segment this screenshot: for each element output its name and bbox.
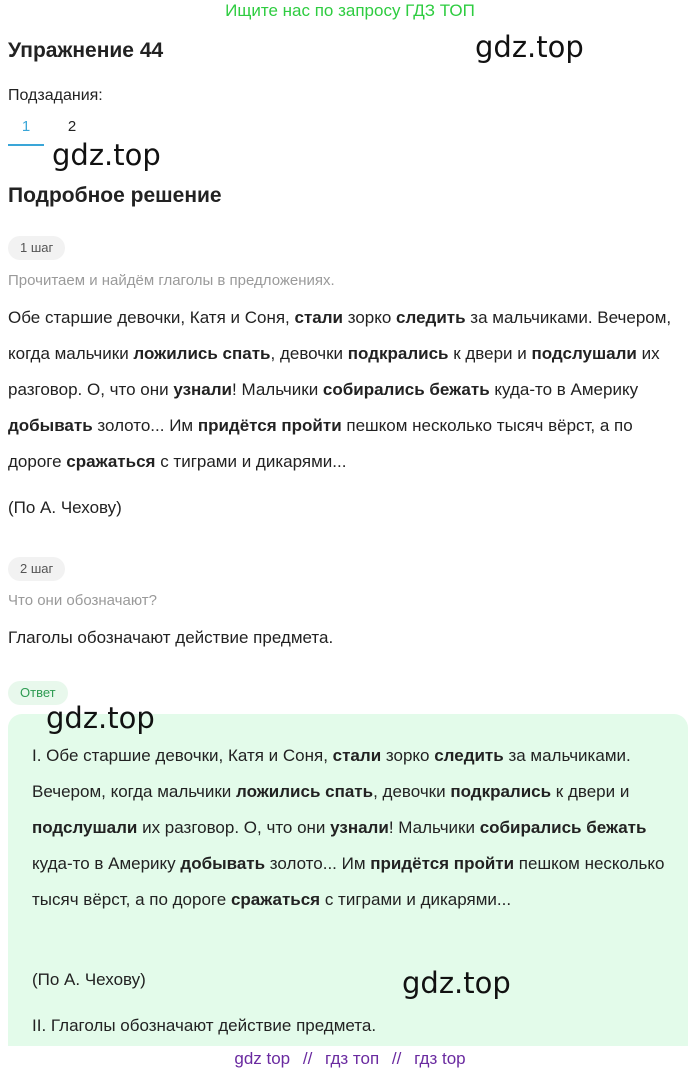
verb-highlight: подкрались [347,344,449,363]
text-run: I. Обе старшие девочки, Катя и Соня, [32,746,333,765]
text-run: пешком несколько тысяч вёрст, а по дороге [32,854,665,909]
verb-highlight: подкрались [450,782,552,801]
footer-links [0,1048,700,1070]
verb-highlight: узнали [173,380,233,399]
tab-subtask-2[interactable]: 2 [67,118,77,135]
verb-highlight: подслушали [531,344,637,363]
verb-highlight: придётся пройти [370,854,515,873]
text-run: ! Мальчики [388,818,480,837]
text-run: золото... Им [265,854,371,873]
step-hint: Что они обозначают? [8,592,157,609]
footer-link[interactable]: гдз top [414,1049,466,1068]
text-run: золото... Им [92,416,198,435]
verb-highlight: ложились спать [236,782,374,801]
footer-separator: // [391,1049,402,1068]
verb-highlight: следить [434,746,504,765]
text-run: Обе старшие девочки, Катя и Соня, [8,308,295,327]
answer-badge: Ответ [8,681,68,705]
tab-subtask-1[interactable]: 1 [8,114,44,146]
step-text [8,300,688,480]
verb-highlight: следить [396,308,466,327]
text-run: за мальчиками. Вечером, когда мальчики [32,746,631,801]
step-badge: 1 шаг [8,236,65,260]
text-run: куда-то в Америку [32,854,181,873]
verb-highlight: сражаться [230,890,321,909]
text-run: зорко [343,308,397,327]
answer-box [8,714,688,1046]
text-run: с тиграми и дикарями... [320,890,512,909]
watermark: gdz.top [46,701,155,735]
text-run: пешком несколько тысяч вёрст, а по дороге [8,416,633,471]
text-run: , девочки [270,344,348,363]
verb-highlight: стали [332,746,382,765]
text-run: , девочки [373,782,451,801]
text-run: их разговор. О, что они [137,818,331,837]
verb-highlight: ложились спать [133,344,271,363]
text-run: к двери и [551,782,630,801]
answer-part-2: II. Глаголы обозначают действие предмета. [32,1016,377,1035]
verb-highlight: добывать [8,416,93,435]
verb-highlight: стали [294,308,343,327]
text-run: с тиграми и дикарями... [155,452,347,471]
watermark: gdz.top [402,966,511,1000]
footer-link[interactable]: гдз топ [325,1049,380,1068]
text-run: зорко [381,746,435,765]
text-run: ! Мальчики [232,380,323,399]
verb-highlight: придётся пройти [197,416,342,435]
subtasks-label: Подзадания: [8,87,103,104]
verb-highlight: узнали [330,818,389,837]
answer-text [32,738,672,918]
text-run: к двери и [448,344,532,363]
step-text: Глаголы обозначают действие предмета. [8,628,334,647]
watermark: gdz.top [475,30,584,64]
step-hint: Прочитаем и найдём глаголы в предложениях. [8,272,335,289]
top-banner: Ищите нас по запросу ГДЗ ТОП [225,1,475,20]
text-run: их разговор. О, что они [8,344,660,399]
text-run: за мальчиками. Вечером, когда мальчики [8,308,672,363]
text-run: куда-то в Америку [489,380,639,399]
verb-highlight: подслушали [32,818,138,837]
solution-title: Подробное решение [8,184,222,207]
verb-highlight: сражаться [66,452,156,471]
author-citation: (По А. Чехову) [32,970,146,989]
verb-highlight: добывать [180,854,266,873]
watermark: gdz.top [52,138,161,172]
page-title: Упражнение 44 [8,39,164,62]
verb-highlight: собирались бежать [479,818,647,837]
author-citation: (По А. Чехову) [8,498,122,517]
footer-link[interactable]: gdz top [234,1049,291,1068]
footer-separator: // [302,1049,313,1068]
verb-highlight: собирались бежать [322,380,490,399]
step-badge: 2 шаг [8,557,65,581]
